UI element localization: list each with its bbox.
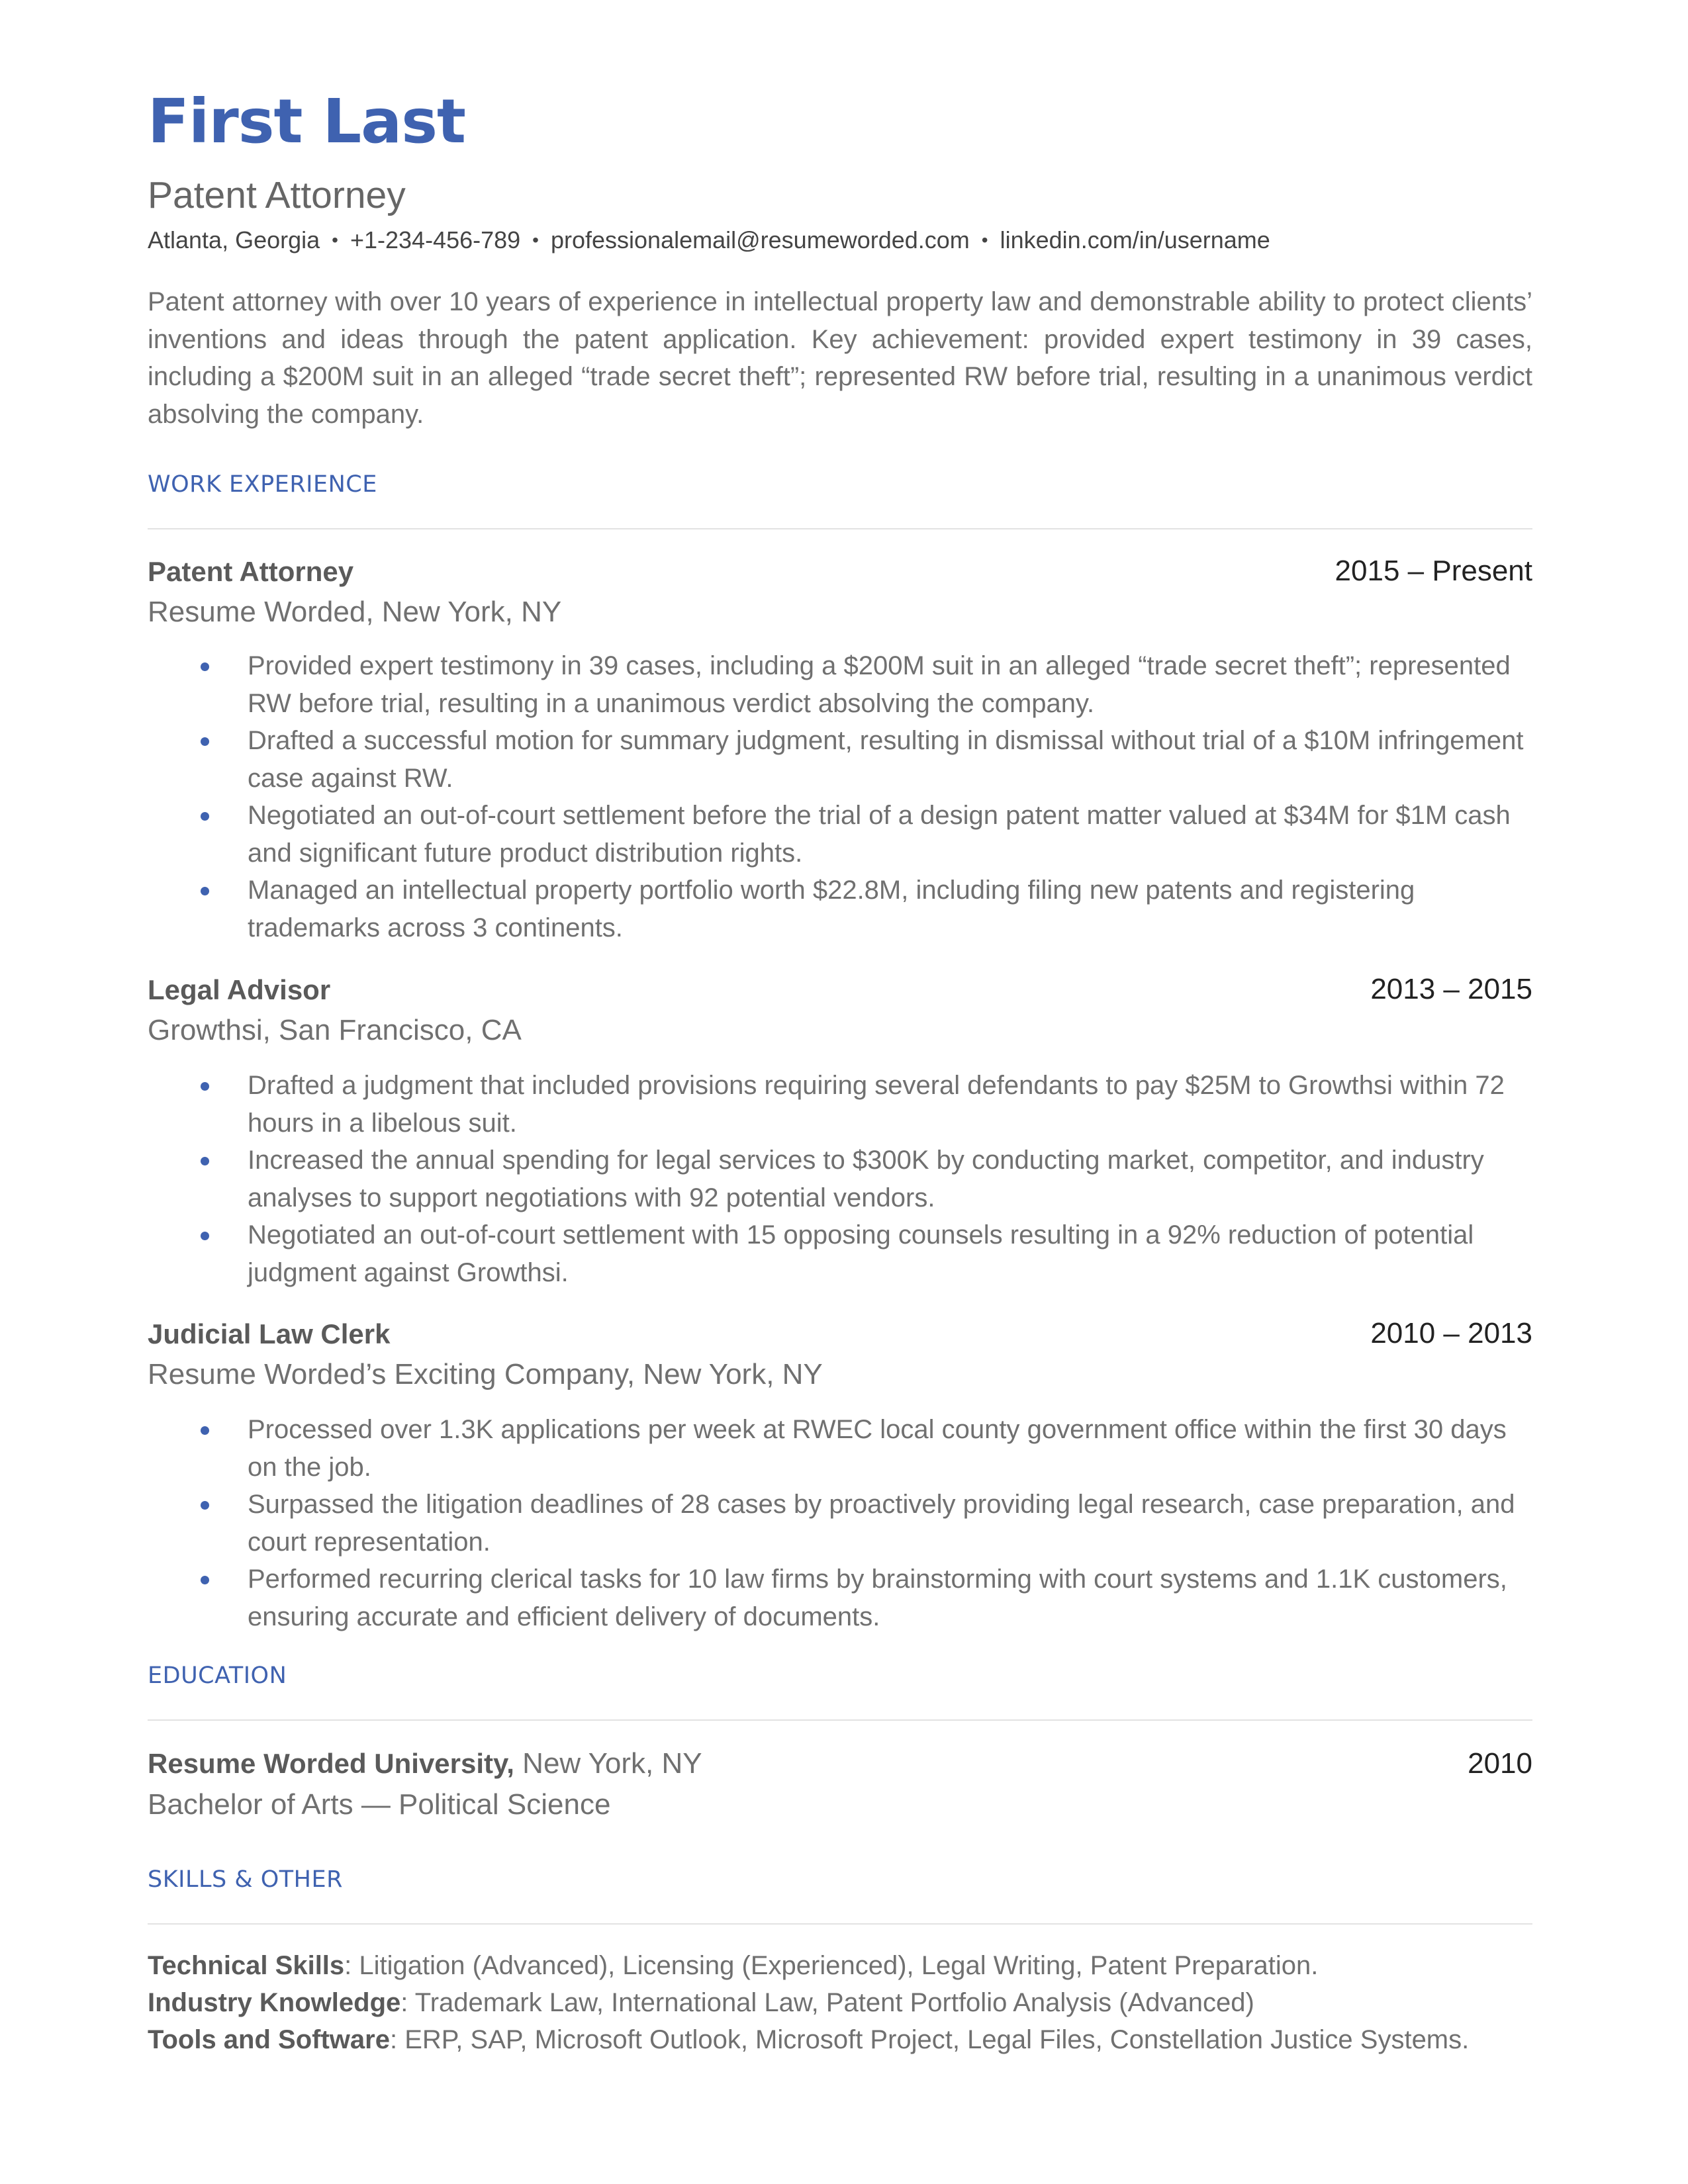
section-divider bbox=[148, 1719, 1532, 1721]
skill-row bbox=[148, 2025, 1469, 2055]
skill-value: : Trademark Law, International Law, Patent Portfolio Analysis (Advanced) bbox=[400, 1988, 1254, 2017]
skill-row bbox=[148, 1988, 1254, 2018]
contact-phone: +1-234-456-789 bbox=[350, 226, 521, 253]
bullet-dot bbox=[201, 737, 209, 746]
job-bullet bbox=[148, 1411, 1538, 1486]
job-bullet bbox=[148, 647, 1538, 722]
job-dates: 2010 – 2013 bbox=[1370, 1317, 1532, 1349]
contact-separator: • bbox=[532, 230, 539, 250]
job-bullet bbox=[148, 872, 1538, 946]
job-bullet-text: Provided expert testimony in 39 cases, including a $200M suit in an alleged “trade secret theft”; represented RW before trial, resulting in a unanimous verdict absolving the company. bbox=[248, 651, 1511, 718]
job-bullet-text: Surpassed the litigation deadlines of 28 cases by proactively providing legal research, case preparation, and court representation. bbox=[248, 1490, 1515, 1557]
bullet-dot bbox=[201, 1232, 209, 1240]
job-bullet-list bbox=[148, 1411, 1538, 1635]
job-dates: 2013 – 2015 bbox=[1370, 973, 1532, 1005]
job-bullet-list bbox=[148, 1067, 1538, 1291]
job-bullet-list bbox=[148, 647, 1538, 946]
contact-separator: • bbox=[332, 230, 338, 250]
summary-paragraph: Patent attorney with over 10 years of experience in intellectual property law and demonstrable ability to protect clients’ inventions and ideas through the patent application. Key achievement: provided expert testimony in 39 cases, including a $200M suit in an alleged “trade secret theft”; represented RW before trial, resulting in a unanimous verdict absolving the company. bbox=[148, 287, 1532, 429]
bullet-dot bbox=[201, 812, 209, 821]
bullet-dot bbox=[201, 1082, 209, 1091]
contact-separator: • bbox=[981, 230, 988, 250]
education-year: 2010 bbox=[1468, 1747, 1532, 1780]
job-bullet bbox=[148, 1486, 1538, 1561]
skill-label: Industry Knowledge bbox=[148, 1988, 401, 2017]
job-bullet bbox=[148, 797, 1538, 872]
contact-linkedin: linkedin.com/in/username bbox=[1000, 226, 1270, 253]
skill-row bbox=[148, 1951, 1318, 1981]
bullet-dot bbox=[201, 1426, 209, 1435]
job-title: Judicial Law Clerk bbox=[148, 1318, 391, 1349]
job-dates: 2015 – Present bbox=[1335, 555, 1532, 587]
job-company: Resume Worded’s Exciting Company, New York, NY bbox=[148, 1358, 823, 1390]
job-bullet-text: Negotiated an out-of-court settlement with 15 opposing counsels resulting in a 92% reduction of potential judgment against Growthsi. bbox=[248, 1220, 1474, 1287]
job-bullet-text: Processed over 1.3K applications per week at RWEC local county government office within the first 30 days on the job. bbox=[248, 1415, 1507, 1482]
contact-email: professionalemail@resumeworded.com bbox=[550, 226, 970, 253]
job-bullet-text: Negotiated an out-of-court settlement before the trial of a design patent matter valued at $34M for $1M cash and significant future product distribution rights. bbox=[248, 801, 1511, 868]
section-divider bbox=[148, 1923, 1532, 1925]
job-bullet bbox=[148, 1216, 1538, 1291]
skill-value: : Litigation (Advanced), Licensing (Experienced), Legal Writing, Patent Preparation. bbox=[344, 1951, 1319, 1980]
contact-location: Atlanta, Georgia bbox=[148, 226, 320, 253]
job-title: Legal Advisor bbox=[148, 974, 331, 1005]
job-bullet-text: Drafted a successful motion for summary judgment, resulting in dismissal without trial of a $10M infringement case against RW. bbox=[248, 726, 1524, 793]
section-heading-education: EDUCATION bbox=[148, 1662, 287, 1689]
section-heading-skills: SKILLS & OTHER bbox=[148, 1866, 343, 1893]
job-company: Growthsi, San Francisco, CA bbox=[148, 1014, 522, 1046]
bullet-dot bbox=[201, 662, 209, 671]
job-bullet-text: Drafted a judgment that included provisions requiring several defendants to pay $25M to Growthsi within 72 hours in a libelous suit. bbox=[248, 1071, 1505, 1138]
bullet-dot bbox=[201, 1501, 209, 1510]
contact-line bbox=[148, 226, 1270, 254]
skill-label: Technical Skills bbox=[148, 1951, 345, 1980]
education-school: Resume Worded University, bbox=[148, 1748, 514, 1779]
job-company: Resume Worded, New York, NY bbox=[148, 596, 562, 628]
job-title: Patent Attorney bbox=[148, 556, 354, 587]
education-line bbox=[148, 1747, 702, 1780]
job-bullet bbox=[148, 1561, 1538, 1635]
bullet-dot bbox=[201, 1157, 209, 1165]
job-bullet-text: Increased the annual spending for legal services to $300K by conducting market, competitor, and industry analyses to support negotiations with 92 potential vendors. bbox=[248, 1146, 1484, 1212]
section-heading-work: WORK EXPERIENCE bbox=[148, 471, 377, 498]
education-degree: Bachelor of Arts — Political Science bbox=[148, 1788, 611, 1821]
skill-value: : ERP, SAP, Microsoft Outlook, Microsoft Project, Legal Files, Constellation Justice Systems. bbox=[389, 2025, 1470, 2054]
candidate-name: First Last bbox=[148, 86, 465, 157]
job-bullet bbox=[148, 1067, 1538, 1142]
job-bullet bbox=[148, 722, 1538, 797]
bullet-dot bbox=[201, 1576, 209, 1584]
job-bullet bbox=[148, 1142, 1538, 1216]
skill-label: Tools and Software bbox=[148, 2025, 390, 2054]
job-bullet-text: Managed an intellectual property portfolio worth $22.8M, including filing new patents and registering trademarks across 3 continents. bbox=[248, 876, 1415, 942]
education-location: New York, NY bbox=[514, 1747, 702, 1780]
job-bullet-text: Performed recurring clerical tasks for 10 law firms by brainstorming with court systems and 1.1K customers, ensuring accurate and efficient delivery of documents. bbox=[248, 1565, 1507, 1631]
bullet-dot bbox=[201, 887, 209, 895]
candidate-role: Patent Attorney bbox=[148, 174, 406, 216]
section-divider bbox=[148, 528, 1532, 529]
